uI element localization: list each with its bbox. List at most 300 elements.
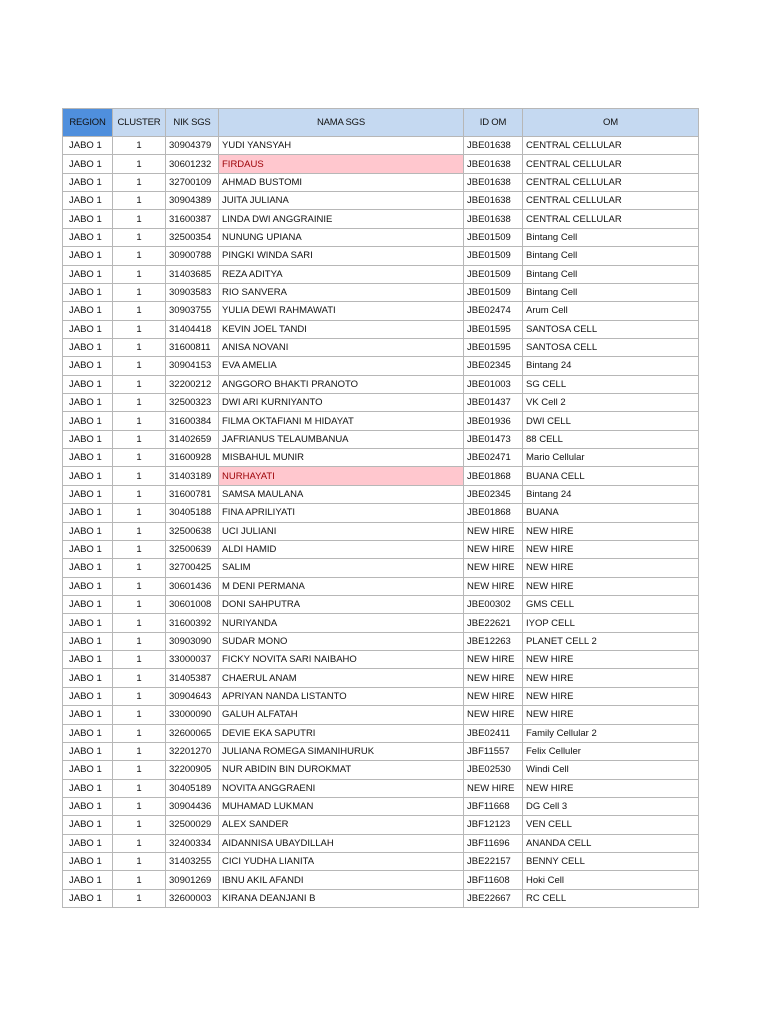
table-row — [63, 485, 699, 503]
cell-nama-sgs[interactable]: DONI SAHPUTRA — [219, 595, 464, 613]
cell-id-om[interactable]: NEW HIRE — [464, 540, 523, 558]
cell-om[interactable]: PLANET CELL 2 — [523, 632, 699, 650]
header-region[interactable]: REGION — [63, 109, 113, 137]
cell-region[interactable]: JABO 1 — [63, 540, 113, 558]
header-row — [63, 109, 699, 137]
table-row — [63, 669, 699, 687]
header-cluster[interactable]: CLUSTER — [113, 109, 166, 137]
cell-region[interactable]: JABO 1 — [63, 614, 113, 632]
cell-id-om[interactable]: JBE01638 — [464, 137, 523, 155]
cell-cluster[interactable]: 1 — [113, 210, 166, 228]
cell-nik-sgs[interactable]: 31403255 — [166, 853, 219, 871]
cell-id-om[interactable]: JBF11696 — [464, 834, 523, 852]
cell-cluster[interactable]: 1 — [113, 467, 166, 485]
cell-cluster[interactable]: 1 — [113, 155, 166, 173]
cell-nama-sgs[interactable]: JUITA JULIANA — [219, 192, 464, 210]
table-row — [63, 192, 699, 210]
cell-region[interactable]: JABO 1 — [63, 651, 113, 669]
table-row — [63, 375, 699, 393]
table-row — [63, 687, 699, 705]
cell-cluster[interactable]: 1 — [113, 357, 166, 375]
cell-id-om[interactable]: JBE02345 — [464, 485, 523, 503]
cell-om[interactable]: SANTOSA CELL — [523, 338, 699, 356]
cell-id-om[interactable]: JBE00302 — [464, 595, 523, 613]
cell-cluster[interactable]: 1 — [113, 302, 166, 320]
cell-nama-sgs[interactable]: SALIM — [219, 559, 464, 577]
cell-id-om[interactable]: JBE01509 — [464, 265, 523, 283]
cell-cluster[interactable]: 1 — [113, 687, 166, 705]
table-row — [63, 302, 699, 320]
cell-nik-sgs[interactable]: 31600928 — [166, 449, 219, 467]
cell-id-om[interactable]: JBE01437 — [464, 394, 523, 412]
table-row — [63, 430, 699, 448]
cell-cluster[interactable]: 1 — [113, 706, 166, 724]
table-row — [63, 853, 699, 871]
table-row — [63, 412, 699, 430]
cell-region[interactable]: JABO 1 — [63, 283, 113, 301]
table-row — [63, 871, 699, 889]
cell-cluster[interactable]: 1 — [113, 394, 166, 412]
cell-id-om[interactable]: JBE01638 — [464, 192, 523, 210]
cell-om[interactable]: BUANA CELL — [523, 467, 699, 485]
table-row — [63, 449, 699, 467]
cell-nama-sgs[interactable]: IBNU AKIL AFANDI — [219, 871, 464, 889]
cell-nik-sgs[interactable]: 30904379 — [166, 137, 219, 155]
cell-om[interactable]: VEN CELL — [523, 816, 699, 834]
cell-region[interactable]: JABO 1 — [63, 137, 113, 155]
cell-id-om[interactable]: NEW HIRE — [464, 779, 523, 797]
cell-om[interactable]: NEW HIRE — [523, 779, 699, 797]
cell-nik-sgs[interactable]: 30601008 — [166, 595, 219, 613]
cell-om[interactable]: Bintang Cell — [523, 228, 699, 246]
cell-nik-sgs[interactable]: 32500638 — [166, 522, 219, 540]
cell-om[interactable]: Felix Celluler — [523, 742, 699, 760]
cell-region[interactable]: JABO 1 — [63, 559, 113, 577]
cell-nik-sgs[interactable]: 32700425 — [166, 559, 219, 577]
cell-region[interactable]: JABO 1 — [63, 485, 113, 503]
cell-nik-sgs[interactable]: 32200905 — [166, 761, 219, 779]
cell-id-om[interactable]: JBE01638 — [464, 173, 523, 191]
cell-nik-sgs[interactable]: 31600392 — [166, 614, 219, 632]
cell-cluster[interactable]: 1 — [113, 375, 166, 393]
cell-region[interactable]: JABO 1 — [63, 247, 113, 265]
cell-cluster[interactable]: 1 — [113, 816, 166, 834]
cell-nik-sgs[interactable]: 31402659 — [166, 430, 219, 448]
table-row — [63, 816, 699, 834]
cell-cluster[interactable]: 1 — [113, 173, 166, 191]
cell-id-om[interactable]: JBF11608 — [464, 871, 523, 889]
table-row — [63, 834, 699, 852]
table-row — [63, 155, 699, 173]
cell-id-om[interactable]: JBE22157 — [464, 853, 523, 871]
cell-nama-sgs[interactable]: SUDAR MONO — [219, 632, 464, 650]
cell-nik-sgs[interactable]: 30900788 — [166, 247, 219, 265]
cell-region[interactable]: JABO 1 — [63, 816, 113, 834]
cell-nik-sgs[interactable]: 32600065 — [166, 724, 219, 742]
cell-region[interactable]: JABO 1 — [63, 375, 113, 393]
cell-nama-sgs[interactable]: NURIYANDA — [219, 614, 464, 632]
cell-om[interactable]: CENTRAL CELLULAR — [523, 155, 699, 173]
cell-nik-sgs[interactable]: 31600387 — [166, 210, 219, 228]
cell-nama-sgs[interactable]: ANISA NOVANI — [219, 338, 464, 356]
cell-om[interactable]: DG Cell 3 — [523, 797, 699, 815]
cell-nik-sgs[interactable]: 31405387 — [166, 669, 219, 687]
cell-id-om[interactable]: JBE02471 — [464, 449, 523, 467]
cell-nama-sgs[interactable]: EVA AMELIA — [219, 357, 464, 375]
cell-om[interactable]: Hoki Cell — [523, 871, 699, 889]
cell-nama-sgs[interactable]: KIRANA DEANJANI B — [219, 889, 464, 907]
cell-nik-sgs[interactable]: 32500354 — [166, 228, 219, 246]
cell-id-om[interactable]: JBE02474 — [464, 302, 523, 320]
cell-om[interactable]: Windi Cell — [523, 761, 699, 779]
cell-cluster[interactable]: 1 — [113, 761, 166, 779]
cell-cluster[interactable]: 1 — [113, 504, 166, 522]
cell-nama-sgs[interactable]: FILMA OKTAFIANI M HIDAYAT — [219, 412, 464, 430]
cell-om[interactable]: Bintang Cell — [523, 265, 699, 283]
cell-nik-sgs[interactable]: 30405188 — [166, 504, 219, 522]
table-row — [63, 577, 699, 595]
cell-id-om[interactable]: JBE01473 — [464, 430, 523, 448]
cell-id-om[interactable]: NEW HIRE — [464, 669, 523, 687]
cell-cluster[interactable]: 1 — [113, 228, 166, 246]
cell-region[interactable]: JABO 1 — [63, 834, 113, 852]
cell-cluster[interactable]: 1 — [113, 797, 166, 815]
cell-nama-sgs[interactable]: RIO SANVERA — [219, 283, 464, 301]
cell-region[interactable]: JABO 1 — [63, 504, 113, 522]
cell-cluster[interactable]: 1 — [113, 889, 166, 907]
cell-cluster[interactable]: 1 — [113, 540, 166, 558]
cell-region[interactable]: JABO 1 — [63, 155, 113, 173]
cell-id-om[interactable]: NEW HIRE — [464, 522, 523, 540]
table-row — [63, 522, 699, 540]
cell-nik-sgs[interactable]: 32201270 — [166, 742, 219, 760]
cell-cluster[interactable]: 1 — [113, 247, 166, 265]
cell-nama-sgs[interactable]: UCI JULIANI — [219, 522, 464, 540]
cell-om[interactable]: NEW HIRE — [523, 687, 699, 705]
cell-nama-sgs[interactable]: NURHAYATI — [219, 467, 464, 485]
table-row — [63, 394, 699, 412]
cell-id-om[interactable]: NEW HIRE — [464, 706, 523, 724]
cell-id-om[interactable]: JBE01868 — [464, 467, 523, 485]
cell-nama-sgs[interactable]: GALUH ALFATAH — [219, 706, 464, 724]
cell-nama-sgs[interactable]: ANGGORO BHAKTI PRANOTO — [219, 375, 464, 393]
header-om[interactable]: OM — [523, 109, 699, 137]
cell-om[interactable]: Bintang 24 — [523, 357, 699, 375]
cell-nik-sgs[interactable]: 33000090 — [166, 706, 219, 724]
cell-cluster[interactable]: 1 — [113, 742, 166, 760]
cell-id-om[interactable]: JBE02411 — [464, 724, 523, 742]
cell-cluster[interactable]: 1 — [113, 449, 166, 467]
cell-region[interactable]: JABO 1 — [63, 338, 113, 356]
cell-nik-sgs[interactable]: 32400334 — [166, 834, 219, 852]
cell-nik-sgs[interactable]: 31600781 — [166, 485, 219, 503]
cell-om[interactable]: CENTRAL CELLULAR — [523, 210, 699, 228]
cell-nik-sgs[interactable]: 30601436 — [166, 577, 219, 595]
cell-region[interactable]: JABO 1 — [63, 173, 113, 191]
cell-nama-sgs[interactable]: CICI YUDHA LIANITA — [219, 853, 464, 871]
cell-cluster[interactable]: 1 — [113, 577, 166, 595]
cell-id-om[interactable]: JBE01003 — [464, 375, 523, 393]
cell-id-om[interactable]: JBF11557 — [464, 742, 523, 760]
cell-nik-sgs[interactable]: 31403189 — [166, 467, 219, 485]
table-body — [63, 137, 699, 908]
header-id-om[interactable]: ID OM — [464, 109, 523, 137]
cell-cluster[interactable]: 1 — [113, 651, 166, 669]
cell-om[interactable]: Bintang Cell — [523, 247, 699, 265]
table-row — [63, 210, 699, 228]
cell-nama-sgs[interactable]: JAFRIANUS TELAUMBANUA — [219, 430, 464, 448]
cell-cluster[interactable]: 1 — [113, 834, 166, 852]
cell-id-om[interactable]: JBE02345 — [464, 357, 523, 375]
cell-region[interactable]: JABO 1 — [63, 228, 113, 246]
cell-nik-sgs[interactable]: 32600003 — [166, 889, 219, 907]
cell-nama-sgs[interactable]: M DENI PERMANA — [219, 577, 464, 595]
cell-region[interactable]: JABO 1 — [63, 632, 113, 650]
cell-nik-sgs[interactable]: 30903583 — [166, 283, 219, 301]
cell-om[interactable]: CENTRAL CELLULAR — [523, 137, 699, 155]
table-row — [63, 228, 699, 246]
cell-id-om[interactable]: JBE02530 — [464, 761, 523, 779]
cell-om[interactable]: NEW HIRE — [523, 706, 699, 724]
cell-om[interactable]: CENTRAL CELLULAR — [523, 173, 699, 191]
table-row — [63, 742, 699, 760]
cell-region[interactable]: JABO 1 — [63, 853, 113, 871]
cell-nik-sgs[interactable]: 31600384 — [166, 412, 219, 430]
cell-cluster[interactable]: 1 — [113, 137, 166, 155]
cell-nama-sgs[interactable]: DWI ARI KURNIYANTO — [219, 394, 464, 412]
table-row — [63, 797, 699, 815]
cell-nama-sgs[interactable]: LINDA DWI ANGGRAINIE — [219, 210, 464, 228]
cell-nama-sgs[interactable]: FICKY NOVITA SARI NAIBAHO — [219, 651, 464, 669]
table-row — [63, 706, 699, 724]
cell-om[interactable]: Bintang Cell — [523, 283, 699, 301]
cell-nik-sgs[interactable]: 30903090 — [166, 632, 219, 650]
cell-cluster[interactable]: 1 — [113, 853, 166, 871]
cell-region[interactable]: JABO 1 — [63, 577, 113, 595]
table-row — [63, 173, 699, 191]
cell-nik-sgs[interactable]: 31404418 — [166, 320, 219, 338]
cell-om[interactable]: SANTOSA CELL — [523, 320, 699, 338]
cell-nama-sgs[interactable]: PINGKI WINDA SARI — [219, 247, 464, 265]
cell-id-om[interactable]: NEW HIRE — [464, 651, 523, 669]
cell-om[interactable]: BUANA — [523, 504, 699, 522]
cell-nama-sgs[interactable]: NUR ABIDIN BIN DUROKMAT — [219, 761, 464, 779]
cell-cluster[interactable]: 1 — [113, 320, 166, 338]
cell-nama-sgs[interactable]: FINA APRILIYATI — [219, 504, 464, 522]
cell-region[interactable]: JABO 1 — [63, 467, 113, 485]
cell-nik-sgs[interactable]: 33000037 — [166, 651, 219, 669]
cell-nama-sgs[interactable]: KEVIN JOEL TANDI — [219, 320, 464, 338]
cell-region[interactable]: JABO 1 — [63, 265, 113, 283]
cell-region[interactable]: JABO 1 — [63, 669, 113, 687]
cell-nama-sgs[interactable]: MUHAMAD LUKMAN — [219, 797, 464, 815]
cell-id-om[interactable]: JBF11668 — [464, 797, 523, 815]
table-row — [63, 595, 699, 613]
cell-region[interactable]: JABO 1 — [63, 357, 113, 375]
cell-cluster[interactable]: 1 — [113, 871, 166, 889]
cell-nama-sgs[interactable]: CHAERUL ANAM — [219, 669, 464, 687]
cell-om[interactable]: 88 CELL — [523, 430, 699, 448]
cell-region[interactable]: JABO 1 — [63, 871, 113, 889]
cell-om[interactable]: GMS CELL — [523, 595, 699, 613]
table-row — [63, 632, 699, 650]
cell-nik-sgs[interactable]: 32200212 — [166, 375, 219, 393]
table-row — [63, 724, 699, 742]
cell-om[interactable]: Family Cellular 2 — [523, 724, 699, 742]
cell-cluster[interactable]: 1 — [113, 724, 166, 742]
cell-id-om[interactable]: JBF12123 — [464, 816, 523, 834]
cell-nik-sgs[interactable]: 32500029 — [166, 816, 219, 834]
cell-nama-sgs[interactable]: APRIYAN NANDA LISTANTO — [219, 687, 464, 705]
cell-om[interactable]: NEW HIRE — [523, 669, 699, 687]
cell-id-om[interactable]: JBE12263 — [464, 632, 523, 650]
cell-region[interactable]: JABO 1 — [63, 687, 113, 705]
table-row — [63, 779, 699, 797]
table-row — [63, 357, 699, 375]
cell-region[interactable]: JABO 1 — [63, 742, 113, 760]
cell-cluster[interactable]: 1 — [113, 485, 166, 503]
cell-nik-sgs[interactable]: 32500639 — [166, 540, 219, 558]
cell-id-om[interactable]: JBE01509 — [464, 283, 523, 301]
header-nik-sgs[interactable]: NIK SGS — [166, 109, 219, 137]
cell-om[interactable]: NEW HIRE — [523, 559, 699, 577]
cell-region[interactable]: JABO 1 — [63, 210, 113, 228]
cell-om[interactable]: NEW HIRE — [523, 577, 699, 595]
cell-nik-sgs[interactable]: 31600811 — [166, 338, 219, 356]
cell-om[interactable]: ANANDA CELL — [523, 834, 699, 852]
cell-cluster[interactable]: 1 — [113, 522, 166, 540]
cell-id-om[interactable]: JBE01638 — [464, 155, 523, 173]
cell-om[interactable]: BENNY CELL — [523, 853, 699, 871]
cell-cluster[interactable]: 1 — [113, 338, 166, 356]
table-row — [63, 889, 699, 907]
cell-om[interactable]: NEW HIRE — [523, 540, 699, 558]
cell-cluster[interactable]: 1 — [113, 669, 166, 687]
cell-nik-sgs[interactable]: 30903755 — [166, 302, 219, 320]
cell-om[interactable]: RC CELL — [523, 889, 699, 907]
cell-nik-sgs[interactable]: 30405189 — [166, 779, 219, 797]
cell-om[interactable]: Mario Cellular — [523, 449, 699, 467]
cell-om[interactable]: Bintang 24 — [523, 485, 699, 503]
cell-id-om[interactable]: JBE01509 — [464, 228, 523, 246]
cell-nama-sgs[interactable]: YUDI YANSYAH — [219, 137, 464, 155]
cell-om[interactable]: Arum Cell — [523, 302, 699, 320]
cell-region[interactable]: JABO 1 — [63, 430, 113, 448]
cell-id-om[interactable]: JBE22621 — [464, 614, 523, 632]
cell-nik-sgs[interactable]: 32500323 — [166, 394, 219, 412]
cell-nama-sgs[interactable]: YULIA DEWI RAHMAWATI — [219, 302, 464, 320]
table-row — [63, 283, 699, 301]
cell-region[interactable]: JABO 1 — [63, 595, 113, 613]
cell-om[interactable]: SG CELL — [523, 375, 699, 393]
cell-nama-sgs[interactable]: ALEX SANDER — [219, 816, 464, 834]
cell-region[interactable]: JABO 1 — [63, 320, 113, 338]
cell-nik-sgs[interactable]: 30601232 — [166, 155, 219, 173]
cell-nik-sgs[interactable]: 30904436 — [166, 797, 219, 815]
cell-nik-sgs[interactable]: 30904643 — [166, 687, 219, 705]
cell-nik-sgs[interactable]: 30904153 — [166, 357, 219, 375]
cell-nama-sgs[interactable]: JULIANA ROMEGA SIMANIHURUK — [219, 742, 464, 760]
cell-id-om[interactable]: NEW HIRE — [464, 559, 523, 577]
cell-region[interactable]: JABO 1 — [63, 797, 113, 815]
cell-id-om[interactable]: NEW HIRE — [464, 577, 523, 595]
cell-cluster[interactable]: 1 — [113, 412, 166, 430]
cell-nama-sgs[interactable]: MISBAHUL MUNIR — [219, 449, 464, 467]
cell-nik-sgs[interactable]: 30901269 — [166, 871, 219, 889]
cell-region[interactable]: JABO 1 — [63, 724, 113, 742]
cell-id-om[interactable]: JBE22667 — [464, 889, 523, 907]
cell-region[interactable]: JABO 1 — [63, 779, 113, 797]
cell-region[interactable]: JABO 1 — [63, 522, 113, 540]
cell-id-om[interactable]: NEW HIRE — [464, 687, 523, 705]
cell-om[interactable]: NEW HIRE — [523, 651, 699, 669]
cell-nama-sgs[interactable]: AIDANNISA UBAYDILLAH — [219, 834, 464, 852]
cell-region[interactable]: JABO 1 — [63, 192, 113, 210]
cell-nama-sgs[interactable]: DEVIE EKA SAPUTRI — [219, 724, 464, 742]
cell-om[interactable]: DWI CELL — [523, 412, 699, 430]
cell-nik-sgs[interactable]: 30904389 — [166, 192, 219, 210]
cell-id-om[interactable]: JBE01595 — [464, 320, 523, 338]
cell-cluster[interactable]: 1 — [113, 430, 166, 448]
cell-cluster[interactable]: 1 — [113, 614, 166, 632]
table-row — [63, 651, 699, 669]
cell-cluster[interactable]: 1 — [113, 595, 166, 613]
cell-om[interactable]: VK Cell 2 — [523, 394, 699, 412]
table-row — [63, 467, 699, 485]
cell-cluster[interactable]: 1 — [113, 265, 166, 283]
table-row — [63, 614, 699, 632]
cell-om[interactable]: NEW HIRE — [523, 522, 699, 540]
cell-id-om[interactable]: JBE01638 — [464, 210, 523, 228]
table-row — [63, 559, 699, 577]
cell-region[interactable]: JABO 1 — [63, 302, 113, 320]
cell-om[interactable]: IYOP CELL — [523, 614, 699, 632]
table-row — [63, 504, 699, 522]
cell-cluster[interactable]: 1 — [113, 192, 166, 210]
cell-nama-sgs[interactable]: ALDI HAMID — [219, 540, 464, 558]
cell-id-om[interactable]: JBE01936 — [464, 412, 523, 430]
cell-cluster[interactable]: 1 — [113, 779, 166, 797]
cell-id-om[interactable]: JBE01509 — [464, 247, 523, 265]
cell-region[interactable]: JABO 1 — [63, 412, 113, 430]
cell-id-om[interactable]: JBE01595 — [464, 338, 523, 356]
cell-id-om[interactable]: JBE01868 — [464, 504, 523, 522]
cell-region[interactable]: JABO 1 — [63, 889, 113, 907]
header-nama-sgs[interactable]: NAMA SGS — [219, 109, 464, 137]
cell-cluster[interactable]: 1 — [113, 559, 166, 577]
table-row — [63, 338, 699, 356]
table-row — [63, 320, 699, 338]
cell-region[interactable]: JABO 1 — [63, 394, 113, 412]
cell-nik-sgs[interactable]: 32700109 — [166, 173, 219, 191]
cell-nama-sgs[interactable]: FIRDAUS — [219, 155, 464, 173]
cell-nama-sgs[interactable]: REZA ADITYA — [219, 265, 464, 283]
table-row — [63, 540, 699, 558]
cell-nik-sgs[interactable]: 31403685 — [166, 265, 219, 283]
cell-nama-sgs[interactable]: AHMAD BUSTOMI — [219, 173, 464, 191]
table-row — [63, 761, 699, 779]
cell-region[interactable]: JABO 1 — [63, 706, 113, 724]
cell-cluster[interactable]: 1 — [113, 283, 166, 301]
cell-cluster[interactable]: 1 — [113, 632, 166, 650]
cell-nama-sgs[interactable]: SAMSA MAULANA — [219, 485, 464, 503]
table-row — [63, 265, 699, 283]
cell-nama-sgs[interactable]: NOVITA ANGGRAENI — [219, 779, 464, 797]
cell-om[interactable]: CENTRAL CELLULAR — [523, 192, 699, 210]
cell-region[interactable]: JABO 1 — [63, 449, 113, 467]
cell-nama-sgs[interactable]: NUNUNG UPIANA — [219, 228, 464, 246]
cell-region[interactable]: JABO 1 — [63, 761, 113, 779]
